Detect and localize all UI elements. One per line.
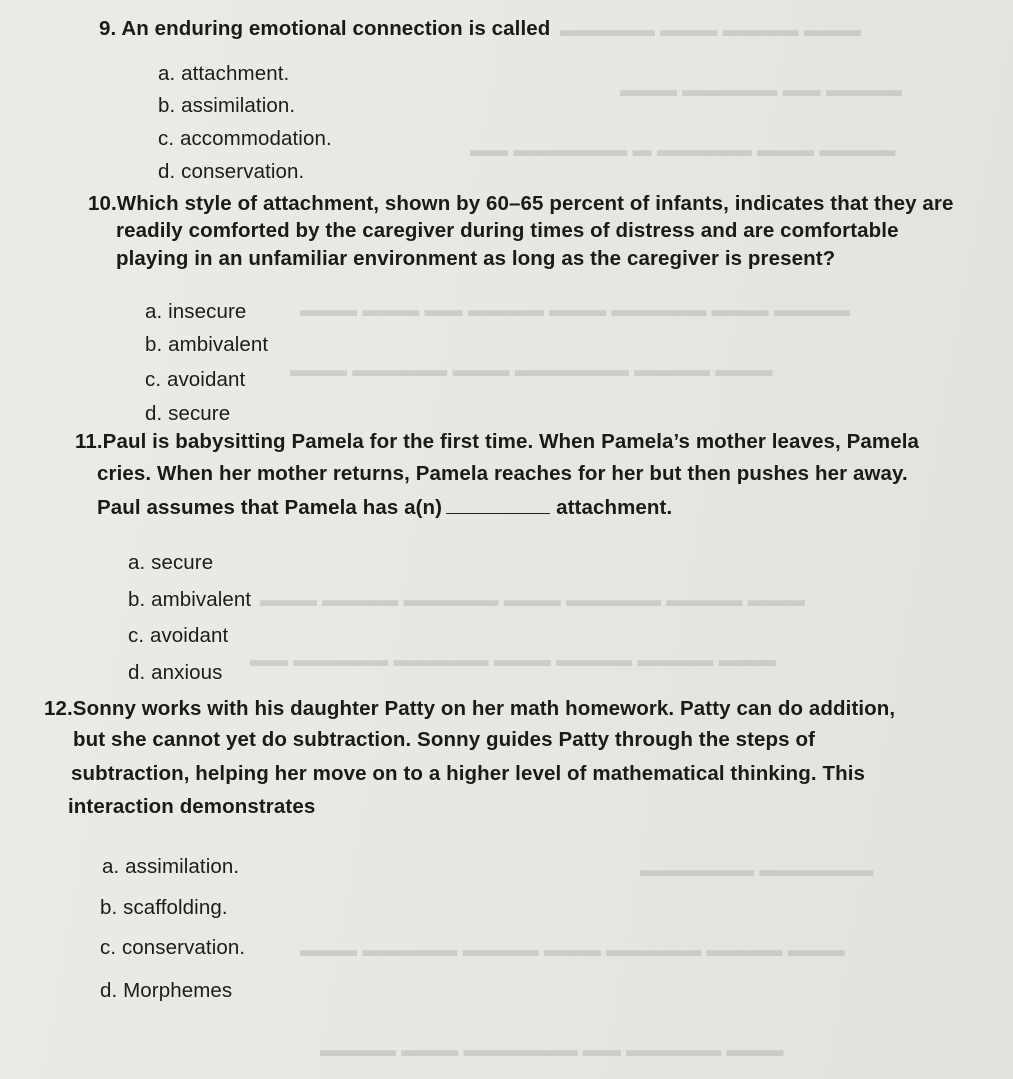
bleed-through-texture: ▬▬▬▬ ▬▬ ▬▬▬▬▬ ▬▬▬ (620, 80, 902, 101)
question-11-stem-text: Paul assumes that Pamela has a(n) (97, 496, 443, 519)
bleed-through-texture: ▬▬▬ ▬▬▬▬ ▬▬▬▬▬▬ ▬▬▬ ▬▬▬▬▬ ▬▬▬ (290, 360, 773, 381)
bleed-through-texture: ▬▬▬ ▬▬▬▬ ▬▬▬▬ ▬▬▬ ▬▬▬▬▬ ▬▬▬▬▬ ▬▬ (250, 650, 776, 671)
question-10-choice-c[interactable]: c. avoidant (145, 368, 246, 391)
bleed-through-texture: ▬▬▬▬▬▬ ▬▬▬▬▬▬ (640, 860, 874, 881)
question-11-stem-line-2: cries. When her mother returns, Pamela reaches for her but then pushes her away. (97, 462, 908, 485)
bleed-through-texture: ▬▬▬▬ ▬▬▬ ▬▬▬▬▬ ▬ ▬▬▬▬▬▬ ▬▬ (470, 140, 896, 161)
question-12-stem-line-1: 12.Sonny works with his daughter Patty on her math homework. Patty can do addition, (44, 697, 896, 720)
question-10-choice-a[interactable]: a. insecure (145, 300, 247, 323)
question-12-stem-line-4: interaction demonstrates (68, 795, 316, 818)
question-11-stem-end: attachment. (556, 496, 673, 519)
question-12-stem-line-3: subtraction, helping her move on to a higher level of mathematical thinking. This (71, 762, 866, 785)
question-12-stem-line-2: but she cannot yet do subtraction. Sonny guides Patty through the steps of (73, 728, 816, 751)
question-11-stem-line-3 (97, 495, 672, 520)
question-12-choice-d[interactable]: d. Morphemes (100, 979, 233, 1002)
question-10-stem-line-3: playing in an unfamiliar environment as long as the caregiver is present? (116, 247, 836, 270)
question-9-choice-b[interactable]: b. assimilation. (158, 94, 296, 117)
question-12-choice-b[interactable]: b. scaffolding. (100, 896, 228, 919)
bleed-through-texture: ▬▬▬ ▬▬▬▬ ▬▬▬▬▬ ▬▬▬ ▬▬▬▬ ▬▬▬▬▬ ▬▬▬ (300, 940, 845, 961)
question-10-stem-line-1: 10.Which style of attachment, shown by 60–65 percent of infants, indicates that they are (88, 192, 954, 215)
question-9-choice-d[interactable]: d. conservation. (158, 160, 305, 183)
question-12-choice-c[interactable]: c. conservation. (100, 936, 246, 959)
bleed-through-texture: ▬▬▬ ▬▬▬▬ ▬▬▬▬▬ ▬▬▬ ▬▬▬▬▬ ▬▬▬▬ ▬▬▬ (260, 590, 805, 611)
answer-blank[interactable] (446, 495, 550, 514)
question-11-choice-d[interactable]: d. anxious (128, 661, 223, 684)
bleed-through-texture: ▬▬▬ ▬▬▬▬ ▬▬▬ ▬▬▬▬▬ (560, 20, 861, 41)
question-10-choice-d[interactable]: d. secure (145, 402, 231, 425)
bleed-through-texture: ▬▬▬▬ ▬▬▬ ▬▬▬▬▬ ▬▬▬ ▬▬▬▬ ▬▬ ▬▬▬ ▬▬▬ (300, 300, 850, 321)
question-10-choice-b[interactable]: b. ambivalent (145, 333, 269, 356)
question-9-choice-c[interactable]: c. accommodation. (158, 127, 332, 150)
bleed-through-texture: ▬▬▬ ▬▬▬▬▬ ▬▬ ▬▬▬▬▬▬ ▬▬▬ ▬▬▬▬ (320, 1040, 784, 1061)
question-9-stem: 9. An enduring emotional connection is called (99, 17, 551, 40)
question-11-choice-c[interactable]: c. avoidant (128, 624, 229, 647)
question-11-choice-b[interactable]: b. ambivalent (128, 588, 252, 611)
question-12-choice-a[interactable]: a. assimilation. (102, 855, 240, 878)
question-11-choice-a[interactable]: a. secure (128, 551, 214, 574)
question-11-stem-line-1: 11.Paul is babysitting Pamela for the first time. When Pamela’s mother leaves, Pamela (75, 430, 919, 453)
question-9-choice-a[interactable]: a. attachment. (158, 62, 290, 85)
question-10-stem-line-2: readily comforted by the caregiver during times of distress and are comfortable (116, 219, 899, 242)
